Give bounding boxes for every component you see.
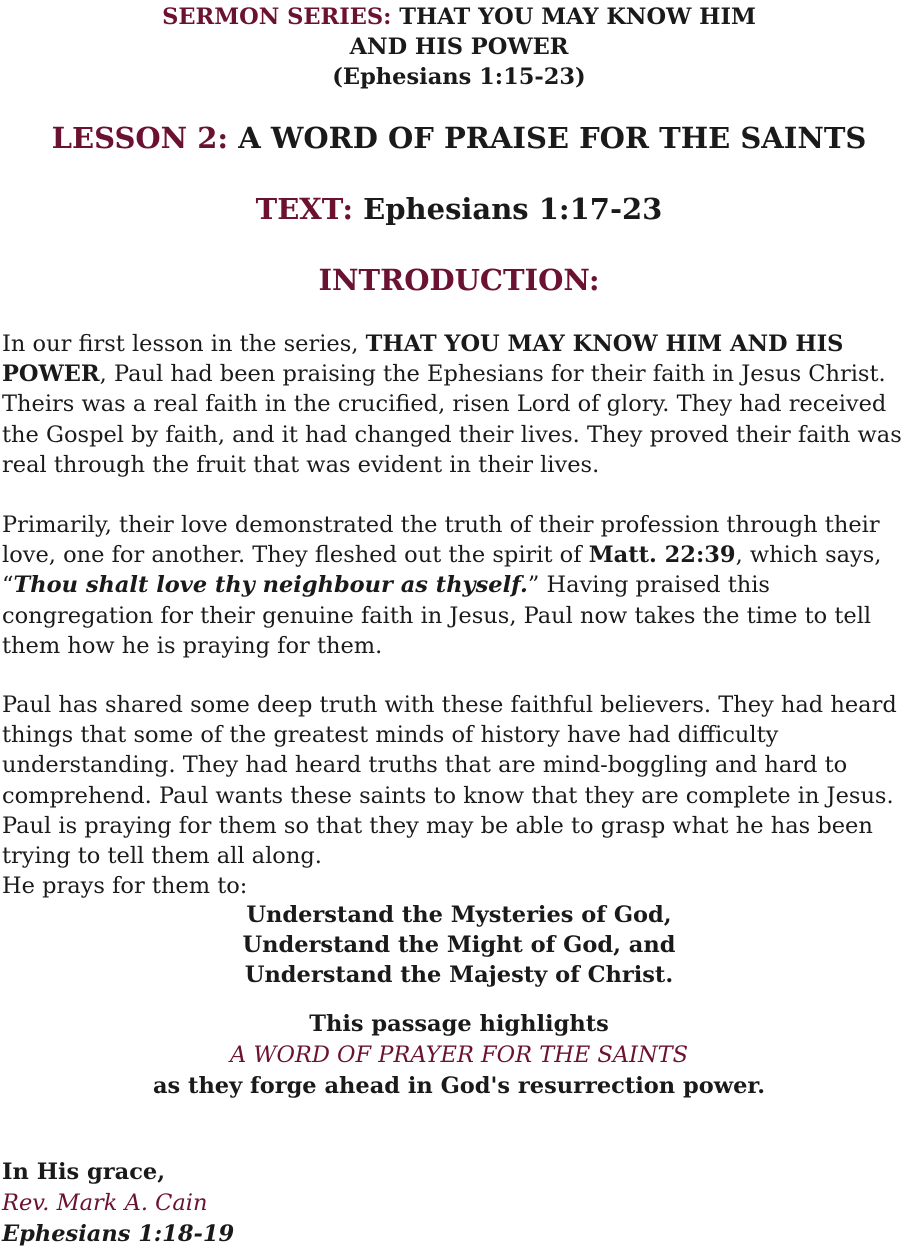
lesson-heading [0,120,918,156]
prayer-points [0,900,918,990]
text-label: TEXT: [255,192,354,226]
lesson-label: LESSON 2: [51,121,229,155]
series-line-1 [0,2,918,32]
closing-block [2,1157,602,1250]
p1-series-title: THAT YOU MAY KNOW HIM AND HIS POWER [2,331,844,388]
highlight-line-3: as they forge ahead in God's resurrection power. [152,1073,766,1099]
p2-text-c: , which says, “ [2,542,882,599]
p2-quote: Thou shalt love thy neighbour as thyself. [13,572,528,599]
p1-text-a: In our first lesson in the series, [2,331,366,357]
highlight-line-1: This passage highlights [309,1011,609,1037]
p2-text-e: ” Having praised this congregation for their genuine faith in Jesus, Paul now takes the time to tell them how he is praying for them. [2,572,872,659]
series-ref: (Ephesians 1:15-23) [332,64,586,90]
paragraph-2 [2,510,914,661]
p2-scripture-ref: Matt. 22:39 [588,542,736,569]
series-title-1: THAT YOU MAY KNOW HIM [399,4,756,30]
text-heading [0,191,918,227]
highlight-theme: A WORD OF PRAYER FOR THE SAINTS [229,1042,689,1068]
prayer-point: Understand the Mysteries of God, [246,902,672,928]
series-label: SERMON SERIES: [162,4,392,30]
signature: Rev. Mark A. Cain [2,1190,208,1216]
prayer-point: Understand the Majesty of Christ. [244,962,674,988]
p3-text-b: He prays for them to: [2,873,248,900]
p1-text-c: , Paul had been praising the Ephesians for their faith in Jesus Christ. Theirs was a real faith in the crucified, risen Lord of glory. They had received the Gospel by faith, and it had changed their lives. They proved their faith was real through the fruit that was evident in their lives. [2,361,902,478]
salutation: In His grace, [2,1159,166,1185]
series-title-2: AND HIS POWER [349,34,569,60]
p2-text-a: Primarily, their love demonstrated the truth of their profession through their love, one for another. They fleshed out the spirit of [2,512,880,569]
p3-text-a: Paul has shared some deep truth with these faithful believers. They had heard things that some of the greatest minds of history have had difficulty understanding. They had heard truths that are mind-boggling and hard to comprehend. Paul wants these saints to know that they are complete in Jesus. Paul is praying for them so that they may be able to grasp what he has been trying to tell them all along. [2,692,897,870]
introduction-heading: INTRODUCTION: [318,263,600,297]
closing-reference: Ephesians 1:18-19 [2,1221,235,1247]
highlight-block [0,1009,918,1102]
text-reference: Ephesians 1:17-23 [363,192,663,226]
series-header [0,2,918,92]
prayer-point: Understand the Might of God, and [242,932,676,958]
lesson-title: A WORD OF PRAISE FOR THE SAINTS [238,121,867,155]
paragraph-3 [2,690,914,901]
paragraph-1 [2,329,914,480]
